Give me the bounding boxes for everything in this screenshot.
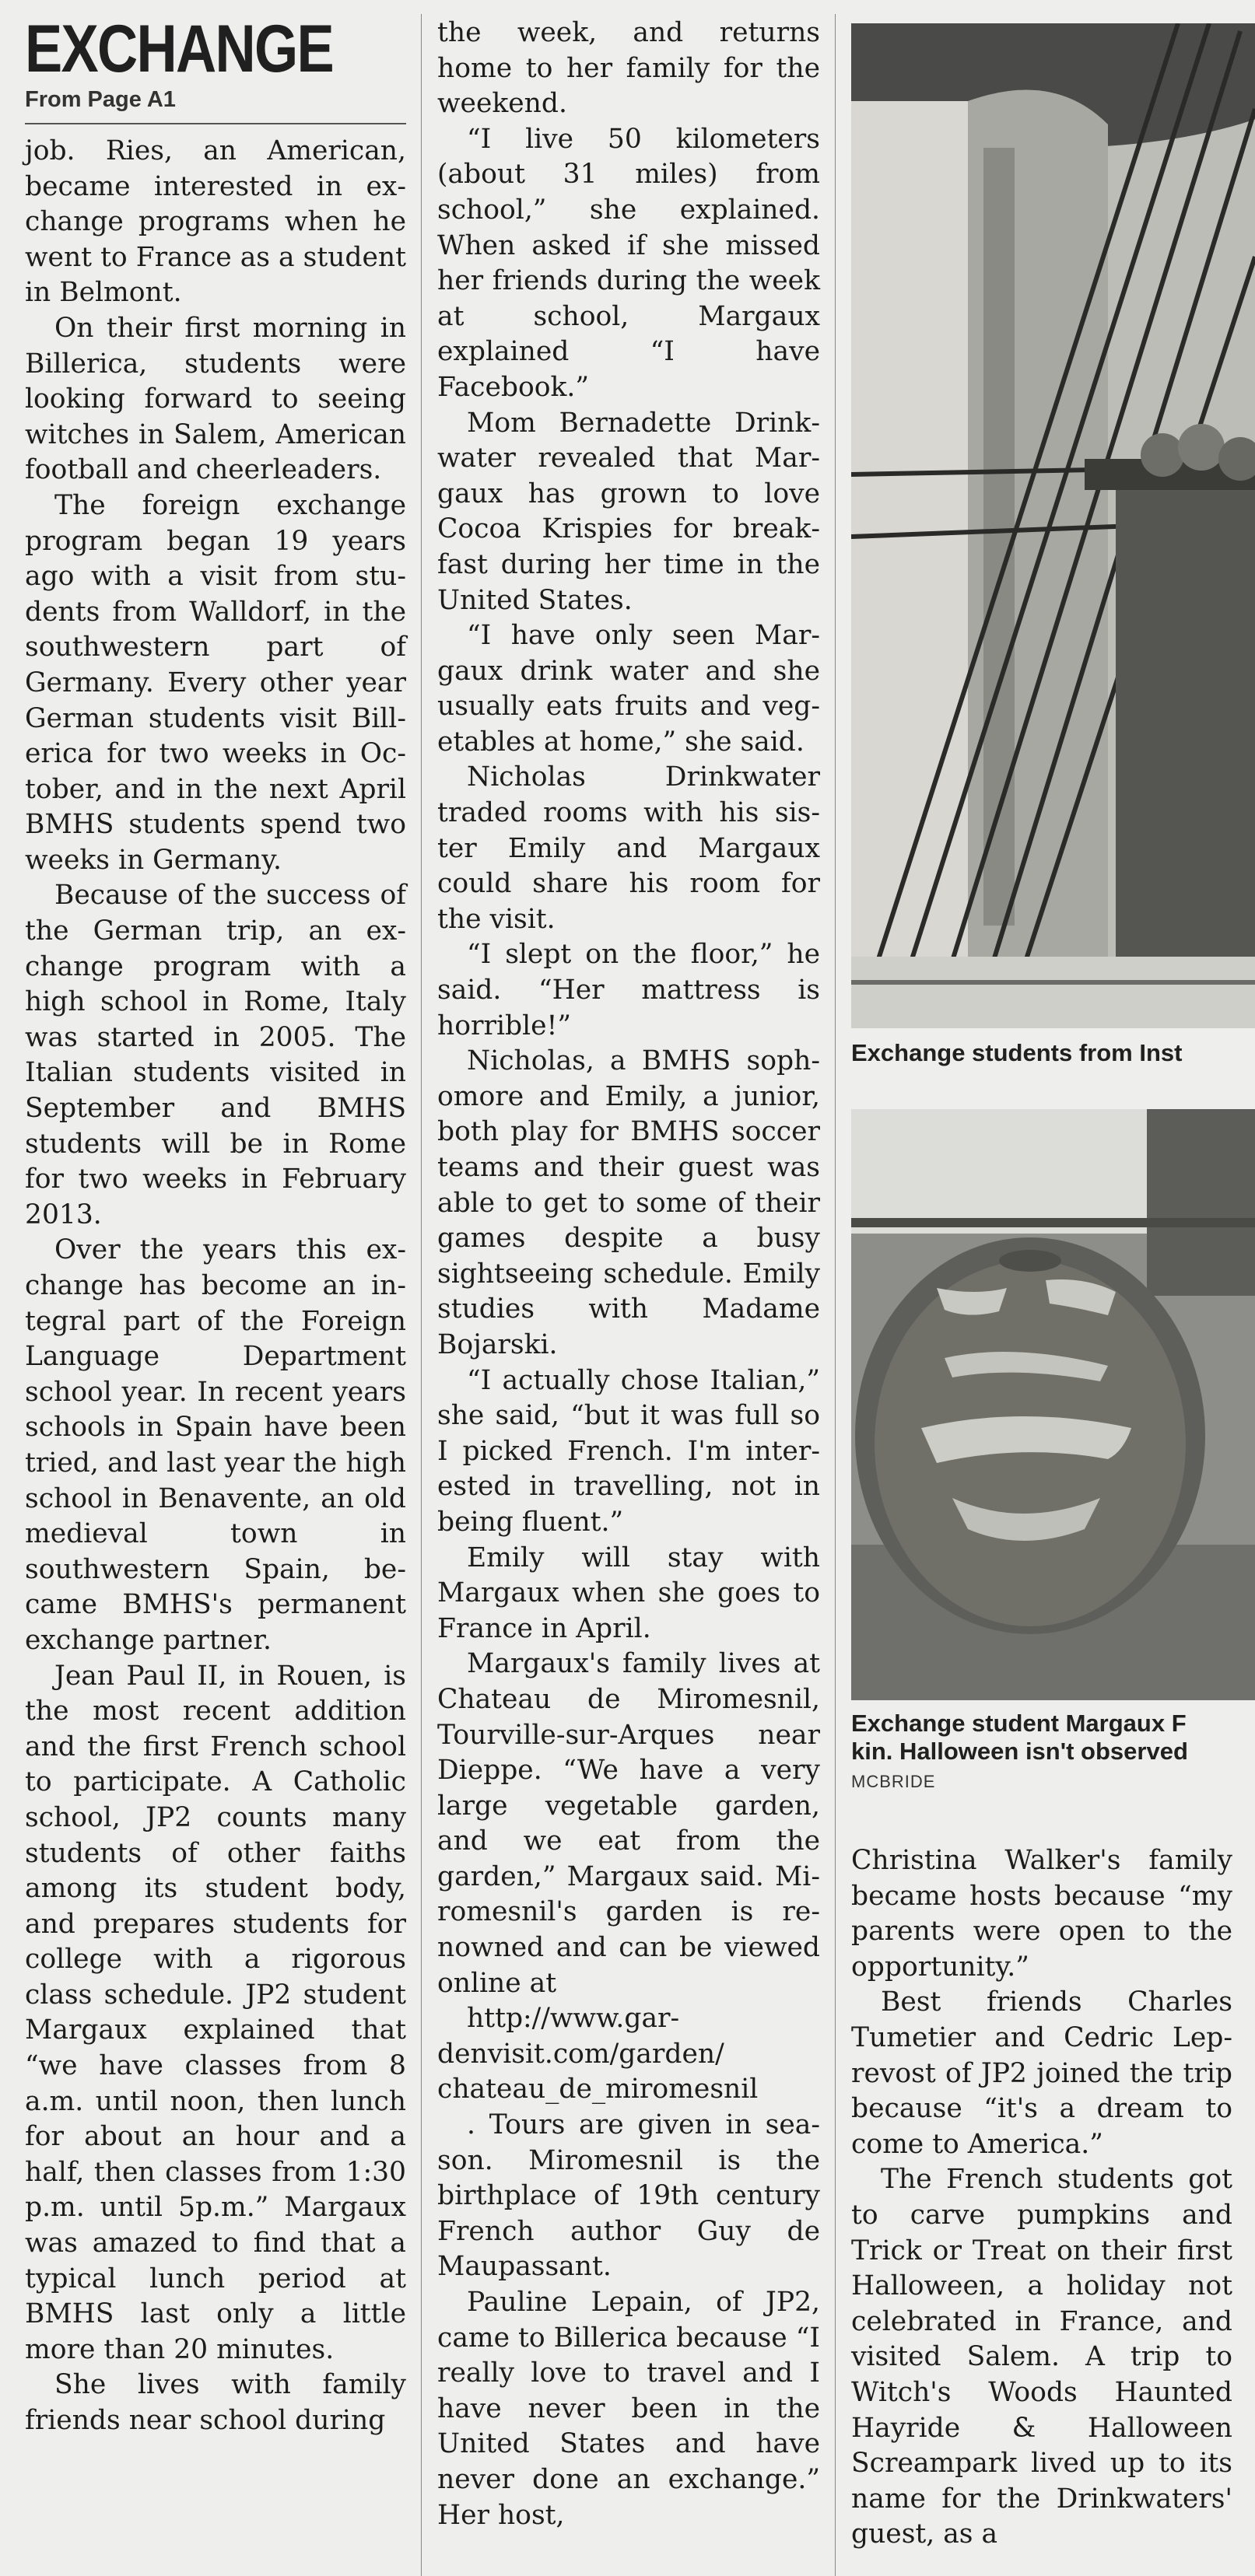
paragraph: Best friends Charles Tumetier and Cedric Leprevost of JP2 joined the trip because “it's a dream to come to America.”	[851, 1986, 1232, 2160]
paragraph: “I live 50 kilometers (about 31 miles) from school,” she explained. When asked if she missed her friends during the week at school, Margaux explained “I have Facebook.”	[437, 123, 820, 403]
paragraph: Mom Bernadette Drinkwater revealed that Margaux has grown to love Cocoa Krispies for breakfast during her time in the United States.	[437, 407, 820, 616]
paragraph: job. Ries, an American, became interested in exchange programs when he went to France as a student in Belmont.	[25, 135, 406, 309]
photo-caption: kin. Halloween isn't observed	[851, 1738, 1188, 1765]
paragraph: “I actually chose Italian,” she said, “but it was full so I picked French. I'm interested in travelling, not in being fluent.”	[437, 1364, 820, 1538]
article-column-3	[851, 1843, 1232, 2553]
paragraph: Emily will stay with Margaux when she goes to France in April.	[437, 1542, 820, 1644]
column-rule	[835, 14, 836, 2576]
photo-carved-pumpkin	[851, 1109, 1255, 1700]
paragraph: The foreign exchange program began 19 years ago with a visit from students from Walldorf, in the southwestern part of Germany. Every other year German students visit Billerica for two weeks in October, and in the next April BMHS students spend two weeks in Germany.	[25, 489, 406, 876]
paragraph: Nicholas, a BMHS sophomore and Emily, a junior, both play for BMHS soccer teams and their guest was able to get to some of their games despite a busy sightseeing schedule. Emily studies with Madame Bojarski.	[437, 1045, 820, 1360]
paragraph: Margaux's family lives at Chateau de Miromesnil, Tourville-sur-Arques near Dieppe. “We have a very large vegetable garden, and we eat from the garden,” Margaux said. Miromesnil's garden is renowned and can be viewed online at	[437, 1648, 820, 1999]
paragraph: “I have only seen Margaux drink water and she usually eats fruits and vegetables at home,” she said.	[437, 620, 820, 758]
paragraph: “I slept on the floor,” he said. “Her mattress is horrible!”	[437, 939, 820, 1041]
paragraph: Pauline Lepain, of JP2, came to Billerica because “I really love to travel and I have never been in the United States and have never done an exchange.” Her host,	[437, 2287, 820, 2531]
paragraph: She lives with family friends near school during	[25, 2369, 406, 2436]
photo-credit: MCBRIDE	[851, 1772, 936, 1791]
photo-caption: Exchange students from Inst	[851, 1039, 1183, 1066]
article-column-1	[25, 14, 406, 2439]
paragraph: Jean Paul II, in Rouen, is the most recent addition and the first French school to participate. A Catholic school, JP2 counts many students of other faiths among its student body, and prepares students for college with a rigorous class schedule. JP2 student Margaux explained that “we have classes from 8 a.m. until noon, then lunch for about an hour and a half, then classes from 1:30 p.m. until 5p.m.” Margaux was amazed to find that a typical lunch period at BMHS last only a little more than 20 minutes.	[25, 1660, 406, 2365]
paragraph: Christina Walker's family became hosts because “my parents were open to the opportunity.”	[851, 1845, 1232, 1983]
paragraph: The French students got to carve pumpkins and Trick or Treat on their first Halloween, a holiday not celebrated in France, and visited Salem. A trip to Witch's Woods Haunted Hayride & Halloween Screampark lived up to its name for the Drinkwaters' guest, as a	[851, 2164, 1232, 2550]
paragraph: Over the years this exchange has become an integral part of the Foreign Language Department school year. In recent years schools in Spain have been tried, and last year the high school in Benavente, an old medieval town in southwestern Spain, became BMHS's permanent exchange partner.	[25, 1234, 406, 1656]
paragraph: the week, and returns home to her family for the weekend.	[437, 17, 820, 120]
url-text: http://www.gardenvisit.com/garden/ chateau_de_miromesnil	[437, 2003, 759, 2105]
photo-caption: Exchange student Margaux F	[851, 1710, 1187, 1737]
column-rule	[421, 14, 422, 2576]
jump-line: From Page A1	[25, 86, 406, 124]
article-column-2	[437, 16, 820, 2533]
paragraph: On their first morning in Billerica, students were looking forward to seeing witches in Salem, American football and cheerleaders.	[25, 312, 406, 486]
headline: EXCHANGE	[25, 12, 333, 86]
paragraph: Nicholas Drinkwater traded rooms with his sister Emily and Margaux could share his room for the visit.	[437, 761, 820, 935]
paragraph: . Tours are given in season. Miromesnil is the birthplace of 19th century French author Guy de Maupassant.	[437, 2109, 820, 2283]
paragraph: Because of the success of the German trip, an exchange program with a high school in Rome, Italy was started in 2005. The Italian students visited in September and BMHS students will be in Rome for two weeks in February 2013.	[25, 880, 406, 1230]
photo-exchange-students-ship	[851, 23, 1255, 1028]
